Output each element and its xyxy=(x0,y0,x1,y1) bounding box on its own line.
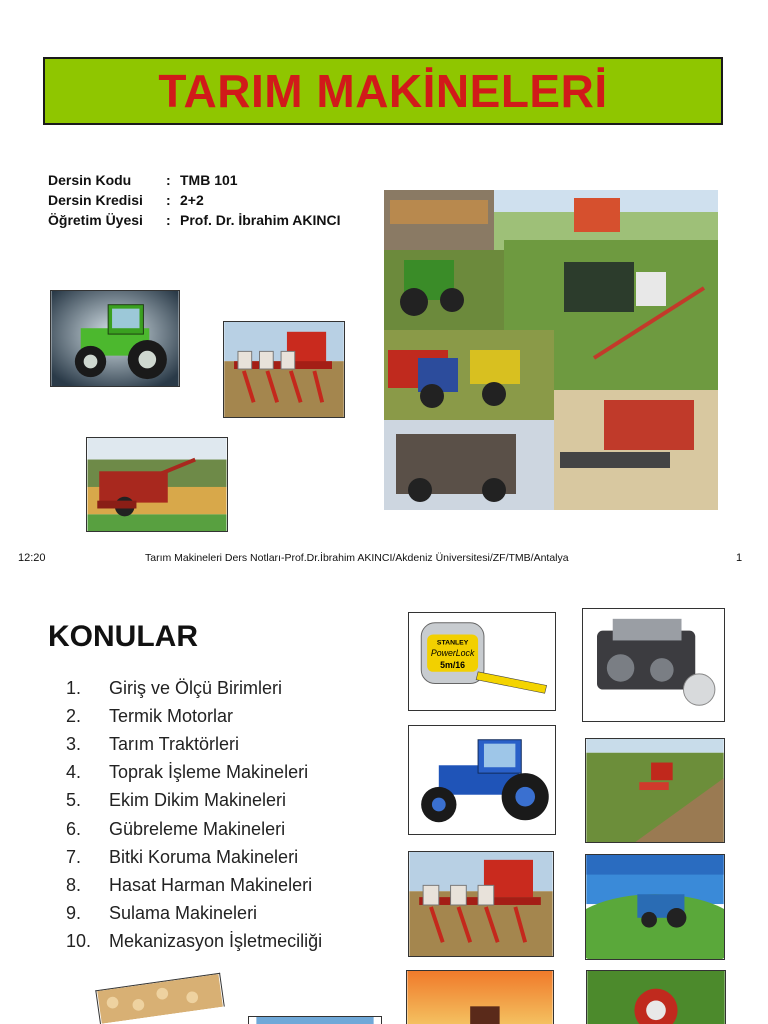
footer-page-number: 1 xyxy=(736,552,743,564)
machinery-collage-image xyxy=(384,190,718,510)
grain-image xyxy=(95,973,225,1024)
engine-image xyxy=(582,608,725,722)
topics-list xyxy=(66,674,322,956)
course-credit-label: Dersin Kredisi xyxy=(48,192,143,208)
tape-measure-image xyxy=(408,612,556,711)
list-item: 6. Gübreleme Makineleri xyxy=(66,818,286,839)
plowing-tractor-image xyxy=(585,738,725,843)
tape-brand: STANLEY xyxy=(436,639,469,647)
course-info xyxy=(48,170,341,230)
page-title: TARIM MAKİNELERİ xyxy=(158,65,608,117)
sunset-field-image xyxy=(406,970,554,1024)
topics-heading: KONULAR xyxy=(48,620,198,653)
planter-image xyxy=(223,321,345,418)
instructor-label: Öğretim Üyesi xyxy=(48,212,143,228)
list-item: 3. Tarım Traktörleri xyxy=(66,733,240,754)
course-credit-value: 2+2 xyxy=(180,192,204,208)
list-item: 5. Ekim Dikim Makineleri xyxy=(66,790,287,811)
course-code-label: Dersin Kodu xyxy=(48,172,132,188)
tape-size: 5m/16 xyxy=(440,659,466,670)
list-item: 4. Toprak İşleme Makineleri xyxy=(66,762,309,783)
list-item: 7. Bitki Koruma Makineleri xyxy=(66,846,299,867)
title-banner xyxy=(43,57,723,125)
fertilizer-spreader-image xyxy=(585,854,725,960)
course-code-value: TMB 101 xyxy=(180,172,238,188)
tape-model: PowerLock xyxy=(430,648,475,659)
instructor-row: Öğretim Üyesi : Prof. Dr. İbrahim AKINCI xyxy=(48,212,341,228)
irrigation-image xyxy=(248,1016,382,1024)
list-item: 8. Hasat Harman Makineleri xyxy=(66,874,313,895)
list-item: 9. Sulama Makineleri xyxy=(66,903,258,924)
green-tractor-image xyxy=(50,290,180,387)
instructor-value: Prof. Dr. İbrahim AKINCI xyxy=(180,212,341,228)
list-item: 1. Giriş ve Ölçü Birimleri xyxy=(66,677,283,698)
combine-harvester-image xyxy=(86,437,228,532)
list-item: 10. Mekanizasyon İşletmeciliği xyxy=(66,931,323,952)
orchard-sprayer-image xyxy=(586,970,726,1024)
list-item: 2. Termik Motorlar xyxy=(66,705,234,726)
footer-time: 12:20 xyxy=(18,552,46,564)
footer-notes: Tarım Makineleri Ders Notları-Prof.Dr.İbrahim AKINCI/Akdeniz Üniversitesi/ZF/TMB/Antalya xyxy=(145,552,569,564)
course-credit-row: Dersin Kredisi : 2+2 xyxy=(48,192,204,208)
course-code-row: Dersin Kodu : TMB 101 xyxy=(48,172,238,188)
planter-image-2 xyxy=(408,851,554,957)
blue-tractor-image xyxy=(408,725,556,835)
